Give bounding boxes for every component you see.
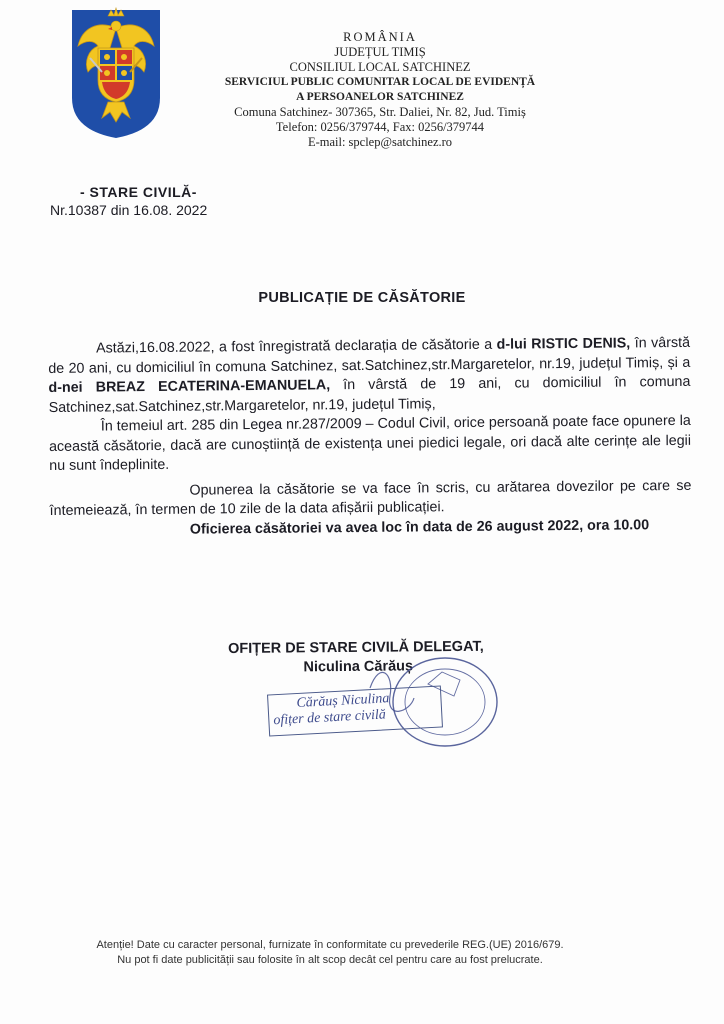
paragraph-ceremony-date: Oficierea căsătoriei va avea loc în data de 26 august 2022, ora 10.00 (189, 516, 650, 538)
declaration-text-a: Astăzi,16.08.2022, a fost înregistrată declarația de căsătorie a (96, 336, 497, 357)
header-address: Comuna Satchinez- 307365, Str. Daliei, Nr. 82, Jud. Timiș (234, 105, 526, 119)
registry-block (50, 183, 230, 219)
institution-header (215, 30, 545, 150)
gdpr-line1: Atenție! Date cu caracter personal, furnizate în conformitate cu prevederile REG.(UE) 2016/679. (96, 939, 564, 951)
header-service-line1: SERVICIUL PUBLIC COMUNITAR LOCAL DE EVIDENȚĂ (224, 76, 536, 88)
registry-number: Nr.10387 din 16.08. 2022 (50, 202, 208, 218)
paragraph-legal-basis: În temeiul art. 285 din Legea nr.287/2009 – Codul Civil, orice persoană poate face opunere la această căsătorie, dacă are cunoștiință de existența unei piedici legale, ori dacă alte cerințe ale legii nu sunt îndeplinite. (48, 412, 692, 474)
gdpr-notice (60, 938, 600, 968)
paragraph-declaration (48, 334, 691, 418)
gdpr-line2: Nu pot fi date publicității sau folosite în alt scop decât cel pentru care au fost prelucrate. (117, 954, 543, 966)
registry-department: - STARE CIVILĂ- (80, 184, 197, 200)
document-title: PUBLICAȚIE DE CĂSĂTORIE (258, 290, 466, 306)
publication-body (48, 334, 692, 541)
declaration-text-c: în vârstă de 19 ani, cu domiciliul în comuna Satchinez,sat.Satchinez,str.Margaretelor, nr.19, județul Timiș, (48, 373, 691, 416)
romania-coat-of-arms (68, 6, 164, 140)
paragraph-opposition: Opunerea la căsătorie se va face în scris, cu arătarea dovezilor pe care se întemeiează, în termen de 10 zile de la data afișării publicației. (49, 477, 692, 519)
header-country: ROMÂNIA (343, 30, 417, 44)
stamp-line2: ofițer de stare civilă (273, 707, 387, 729)
officer-name: Niculina Cărăuș (303, 658, 414, 676)
header-county: JUDEȚUL TIMIȘ (334, 45, 426, 59)
header-service-line2: A PERSOANELOR SATCHINEZ (296, 91, 464, 103)
declaration-text-b: în vârstă de 20 ani, cu domiciliul în comuna Satchinez, sat.Satchinez,str.Margaretelor, nr.19, județul Timiș, și a (48, 334, 691, 377)
header-phone: Telefon: 0256/379744, Fax: 0256/379744 (275, 120, 485, 134)
header-email: E-mail: spclep@satchinez.ro (307, 135, 453, 149)
officer-role: OFIȚER DE STARE CIVILĂ DELEGAT, (228, 638, 484, 657)
bride-name: d-nei BREAZ ECATERINA-EMANUELA, (48, 377, 331, 396)
groom-name: d-lui RISTIC DENIS, (496, 335, 631, 353)
stamp-line1: Cărăuș Niculina (296, 691, 390, 712)
header-council: CONSILIUL LOCAL SATCHINEZ (289, 60, 471, 74)
